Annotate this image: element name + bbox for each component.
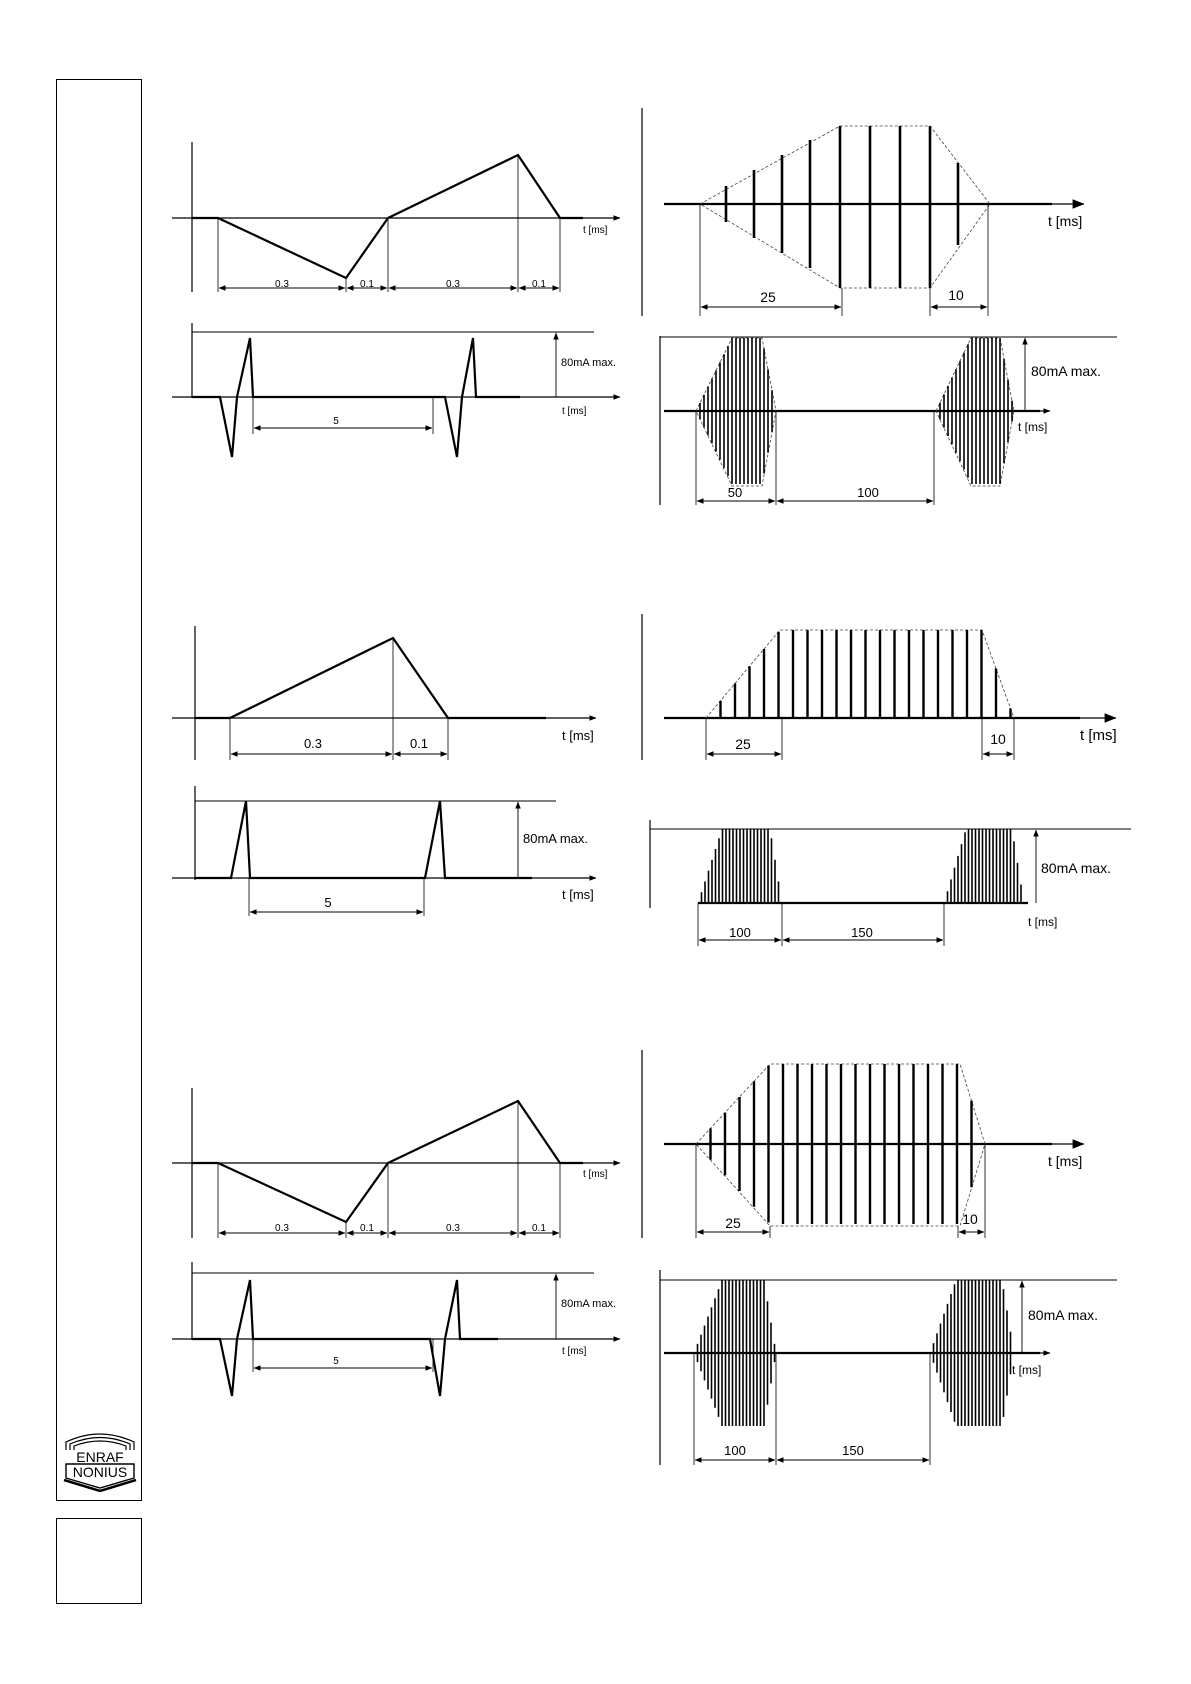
biphasic-burst-train-diagram [660, 336, 1117, 505]
amplitude-label: 80mA max. [561, 357, 617, 369]
burst-label: 50 [727, 485, 743, 500]
period-label: 5 [333, 1356, 339, 1367]
amplitude-label: 80mA max. [1031, 363, 1102, 379]
pause-label: 100 [857, 485, 879, 500]
biphasic-burst-envelope-diagram [642, 108, 1084, 316]
decay-label: 10 [962, 1211, 978, 1227]
amplitude-label: 80mA max. [523, 831, 589, 846]
time-axis-label: t [ms] [1012, 1363, 1042, 1377]
time-axis-label: t [ms] [1018, 420, 1048, 434]
decay-label: 10 [990, 731, 1006, 747]
burst-label: 100 [724, 1443, 746, 1458]
amplitude-label: 80mA max. [1041, 860, 1112, 876]
pause-label: 150 [851, 925, 873, 940]
monophasic-burst-envelope-diagram [642, 614, 1117, 760]
period-label: 5 [333, 416, 339, 427]
duration-label: 0.1 [532, 1223, 546, 1234]
duration-label: 0.1 [409, 736, 429, 751]
time-axis-label: t [ms] [562, 728, 594, 743]
time-axis-label: t [ms] [1028, 915, 1058, 929]
monophasic-pulse-train-diagram [172, 786, 596, 916]
period-label: 5 [324, 895, 332, 910]
logo-text-line2: NONIUS [72, 1464, 128, 1480]
time-axis-label: t [ms] [562, 406, 587, 417]
duration-label: 0.3 [275, 1223, 289, 1234]
logo-text-line1: ENRAF [76, 1449, 124, 1465]
biphasic-pulse-diagram [172, 142, 620, 292]
burst-bars [702, 829, 779, 903]
duration-label: 0.3 [275, 279, 289, 290]
duration-label: 0.3 [446, 1223, 460, 1234]
monophasic-pulse-diagram [172, 626, 596, 760]
duration-label: 0.1 [360, 279, 374, 290]
burst-label: 100 [729, 925, 751, 940]
duration-label: 0.3 [303, 736, 323, 751]
monophasic-burst-train-diagram [650, 820, 1131, 946]
time-axis-label: t [ms] [562, 1346, 587, 1357]
biphasic-burst-train-diagram-2 [660, 1270, 1117, 1465]
ramp-label: 25 [735, 736, 751, 752]
ramp-label: 25 [760, 289, 776, 305]
burst-bars [948, 829, 1022, 903]
duration-label: 0.3 [446, 279, 460, 290]
time-axis-label: t [ms] [583, 1169, 608, 1180]
amplitude-label: 80mA max. [1028, 1307, 1099, 1323]
time-axis-label: t [ms] [1080, 727, 1117, 744]
duration-label: 0.1 [532, 279, 546, 290]
biphasic-pulse-train-diagram [172, 323, 620, 457]
time-axis-label: t [ms] [562, 887, 594, 902]
ramp-label: 25 [725, 1215, 741, 1231]
amplitude-label: 80mA max. [561, 1298, 617, 1310]
burst-bars [721, 630, 1011, 718]
time-axis-label: t [ms] [1048, 1153, 1083, 1169]
time-axis-label: t [ms] [583, 225, 608, 236]
biphasic-pulse-diagram-2 [172, 1088, 620, 1238]
pause-label: 150 [842, 1443, 864, 1458]
biphasic-burst-envelope-diagram-2 [642, 1050, 1084, 1238]
time-axis-label: t [ms] [1048, 213, 1083, 229]
duration-label: 0.1 [360, 1223, 374, 1234]
biphasic-pulse-train-diagram-2 [172, 1262, 620, 1396]
decay-label: 10 [948, 287, 964, 303]
